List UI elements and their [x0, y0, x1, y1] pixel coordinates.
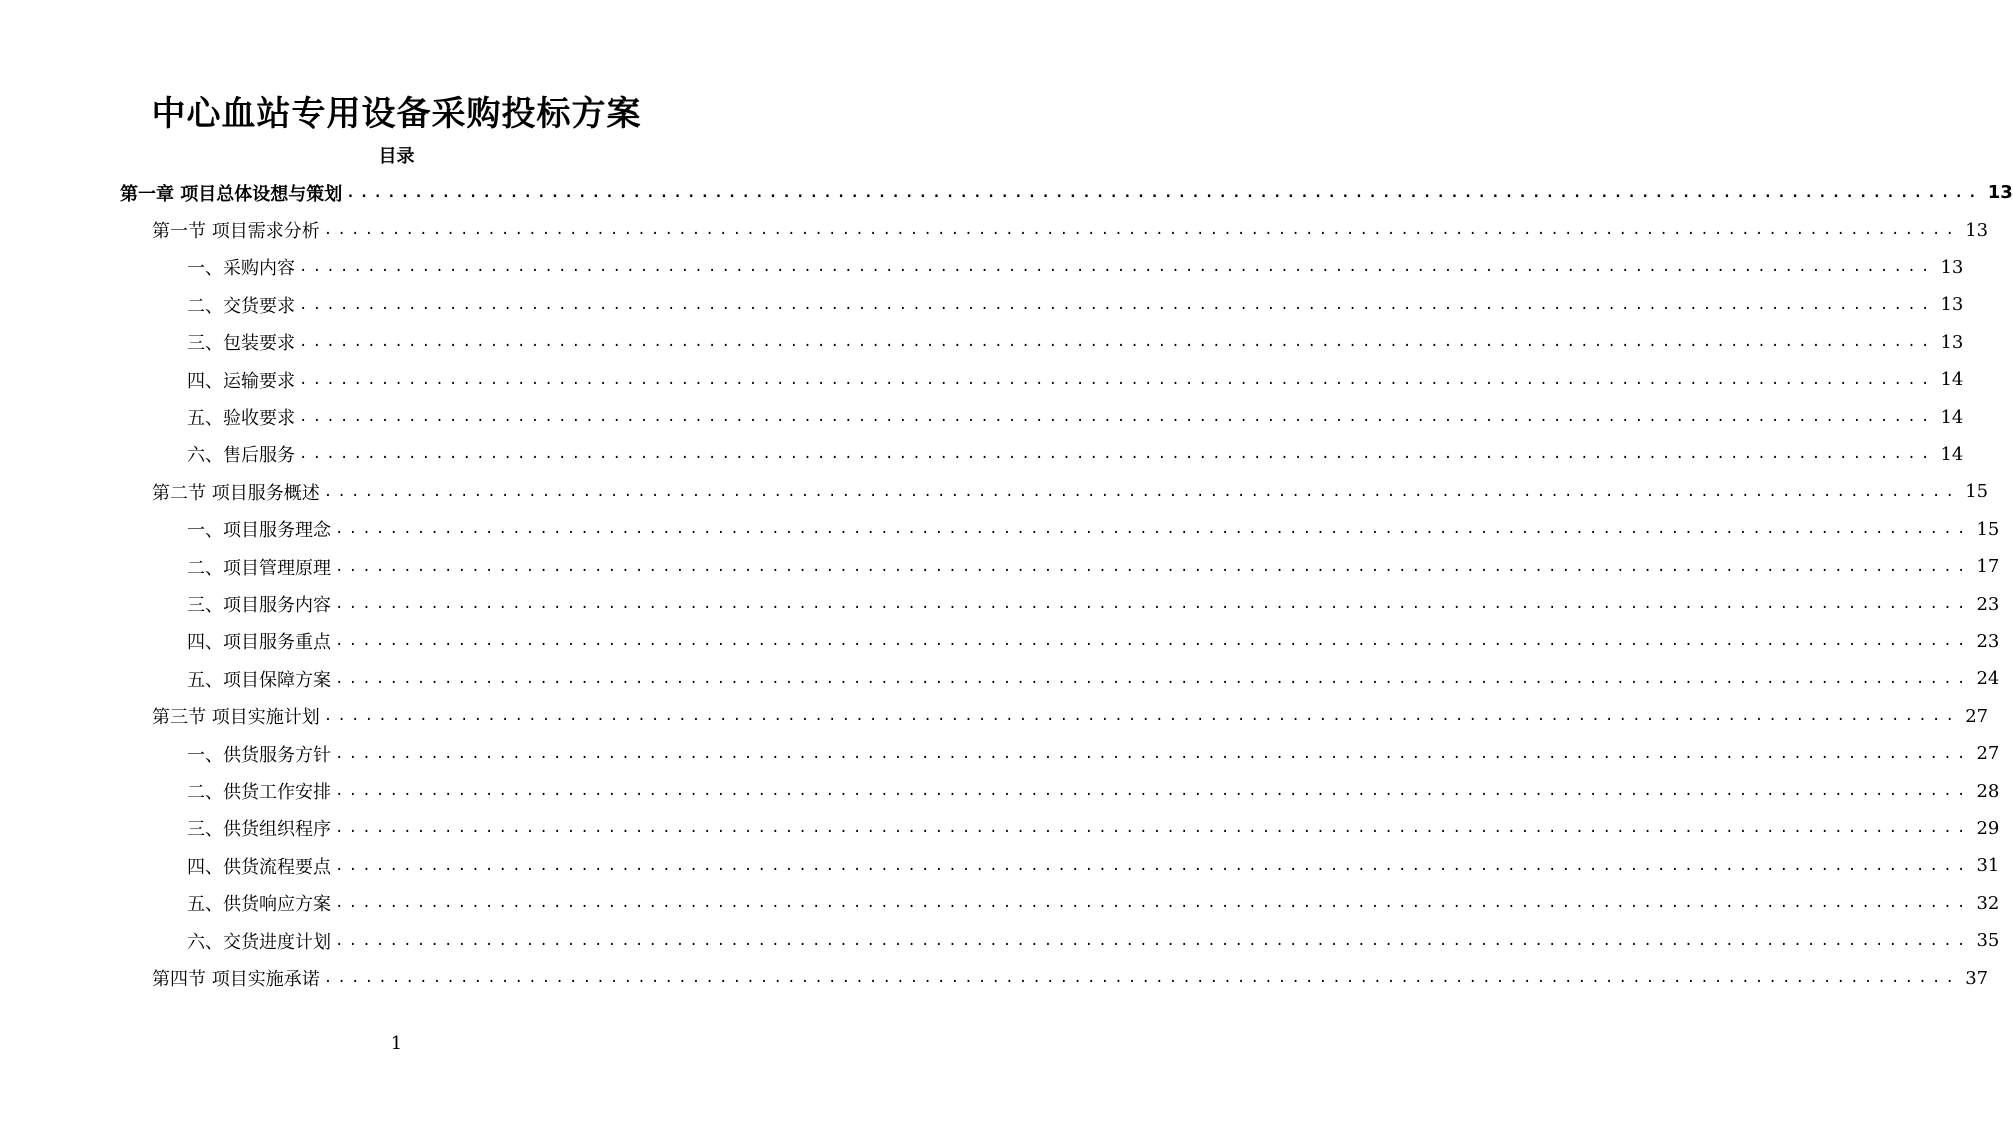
toc-entry-label: 一、采购内容 — [187, 258, 295, 280]
toc-entry[interactable] — [187, 885, 2000, 922]
toc-entry-label: 三、包装要求 — [187, 333, 295, 355]
toc-heading: 目录 — [378, 146, 415, 167]
toc-entry[interactable] — [152, 211, 1989, 248]
toc-entry[interactable] — [152, 473, 1989, 510]
toc-entry[interactable] — [187, 810, 2000, 847]
toc-leader-dots: ........................................................................................................................ — [335, 596, 1971, 613]
toc-entry-page: 15 — [1965, 481, 1989, 503]
toc-leader-dots: ........................................................................................................................ — [323, 970, 1960, 987]
toc-leader-dots: ........................................................................................................................ — [335, 932, 1971, 949]
toc-entry[interactable] — [187, 286, 1964, 323]
toc-entry-label: 四、供货流程要点 — [187, 856, 331, 878]
toc-entry-label: 二、交货要求 — [187, 295, 295, 317]
toc-leader-dots: ........................................................................................................................ — [335, 895, 1971, 912]
toc-entry-page: 23 — [1976, 630, 2000, 652]
toc-entry-page: 17 — [1976, 556, 2000, 578]
toc-leader-dots: ........................................................................................................................ — [323, 483, 1960, 500]
toc-entry-page: 27 — [1976, 743, 2000, 765]
toc-entry-page: 13 — [1940, 294, 1964, 316]
toc-entry-page: 13 — [1965, 219, 1989, 241]
toc-entry-label: 二、供货工作安排 — [187, 782, 331, 804]
toc-entry-page: 32 — [1976, 892, 2000, 914]
toc-entry-label: 五、项目保障方案 — [187, 669, 331, 691]
toc-entry-label: 第一章 项目总体设想与策划 — [120, 183, 343, 205]
toc-entry-label: 六、售后服务 — [187, 445, 295, 467]
toc-leader-dots: ........................................................................................................................ — [299, 409, 1935, 426]
toc-entry[interactable] — [152, 959, 1989, 996]
toc-leader-dots: ........................................................................................................................ — [335, 633, 1971, 650]
toc-leader-dots: ........................................................................................................................ — [335, 558, 1971, 575]
toc-entry[interactable] — [187, 735, 2000, 772]
toc-entry-page: 37 — [1965, 967, 1989, 989]
toc-entry[interactable] — [187, 660, 2000, 697]
toc-entry-page: 13 — [1940, 331, 1964, 353]
toc-leader-dots: ........................................................................................................................ — [299, 334, 1935, 351]
toc-entry-label: 五、验收要求 — [187, 408, 295, 430]
toc-entry[interactable] — [187, 511, 2000, 548]
toc-entry-label: 一、供货服务方针 — [187, 744, 331, 766]
toc-entry-label: 第二节 项目服务概述 — [152, 482, 320, 504]
toc-entry-page: 23 — [1976, 593, 2000, 615]
toc-leader-dots: ........................................................................................................................ — [335, 521, 1971, 538]
toc-entry-page: 24 — [1976, 668, 2000, 690]
toc-entry-label: 二、项目管理原理 — [187, 557, 331, 579]
toc-leader-dots: ........................................................................................................................ — [299, 259, 1935, 276]
toc-entry[interactable] — [187, 623, 2000, 660]
toc-entry[interactable] — [187, 398, 1964, 435]
toc-entry[interactable] — [152, 698, 1989, 735]
page-number: 1 — [390, 1033, 403, 1054]
toc-entry[interactable] — [187, 436, 1964, 473]
toc-leader-dots: ........................................................................................................................ — [299, 446, 1935, 463]
toc-entry-page: 28 — [1976, 780, 2000, 802]
toc-entry-page: 14 — [1940, 406, 1964, 428]
toc-entry-label: 四、运输要求 — [187, 370, 295, 392]
toc-entry[interactable] — [187, 324, 1964, 361]
toc-entry-label: 三、项目服务内容 — [187, 595, 331, 617]
toc-entry[interactable] — [187, 847, 2000, 884]
toc-entry-page: 13 — [1940, 256, 1964, 278]
toc-entry-label: 一、项目服务理念 — [187, 520, 331, 542]
toc-leader-dots: ........................................................................................................................ — [323, 708, 1960, 725]
toc-entry[interactable] — [187, 585, 2000, 622]
toc-entry-page: 13 — [1987, 182, 2013, 204]
toc-entry-label: 五、供货响应方案 — [187, 894, 331, 916]
toc-entry[interactable] — [187, 361, 1964, 398]
toc-entry-page: 14 — [1940, 369, 1964, 391]
toc-entry-page: 15 — [1976, 518, 2000, 540]
toc-entry[interactable] — [187, 772, 2000, 809]
toc-entry-label: 四、项目服务重点 — [187, 632, 331, 654]
document-title: 中心血站专用设备采购投标方案 — [151, 94, 642, 134]
toc-entry[interactable] — [120, 174, 2013, 211]
toc-entry-page: 14 — [1940, 443, 1964, 465]
toc-entry-label: 六、交货进度计划 — [187, 931, 331, 953]
toc-entry-label: 第一节 项目需求分析 — [152, 221, 320, 243]
toc-entry-page: 31 — [1976, 855, 2000, 877]
toc-entry[interactable] — [187, 548, 2000, 585]
toc-leader-dots: ........................................................................................................................ — [335, 820, 1971, 837]
toc-leader-dots: ........................................................................................................................ — [299, 371, 1935, 388]
toc-entry-page: 29 — [1976, 817, 2000, 839]
toc-entry[interactable] — [187, 249, 1964, 286]
toc-entry-label: 第三节 项目实施计划 — [152, 707, 320, 729]
toc-entry-label: 三、供货组织程序 — [187, 819, 331, 841]
toc-entry-page: 27 — [1965, 705, 1989, 727]
toc-leader-dots: ........................................................................................................................ — [335, 670, 1971, 687]
toc-leader-dots: ........................................................................................................................ — [323, 222, 1960, 239]
toc-leader-dots: ........................................................................................................................ — [335, 857, 1971, 874]
toc-entry-page: 35 — [1976, 930, 2000, 952]
toc-leader-dots: ........................................................................................................................ — [335, 783, 1971, 800]
toc-leader-dots: ........................................................................................................................ — [335, 745, 1971, 762]
toc-leader-dots: ........................................................................................................................ — [299, 296, 1935, 313]
toc-entry-label: 第四节 项目实施承诺 — [152, 969, 320, 991]
toc-leader-dots: ........................................................................................................................ — [346, 184, 1982, 201]
toc-entry[interactable] — [187, 922, 2000, 959]
